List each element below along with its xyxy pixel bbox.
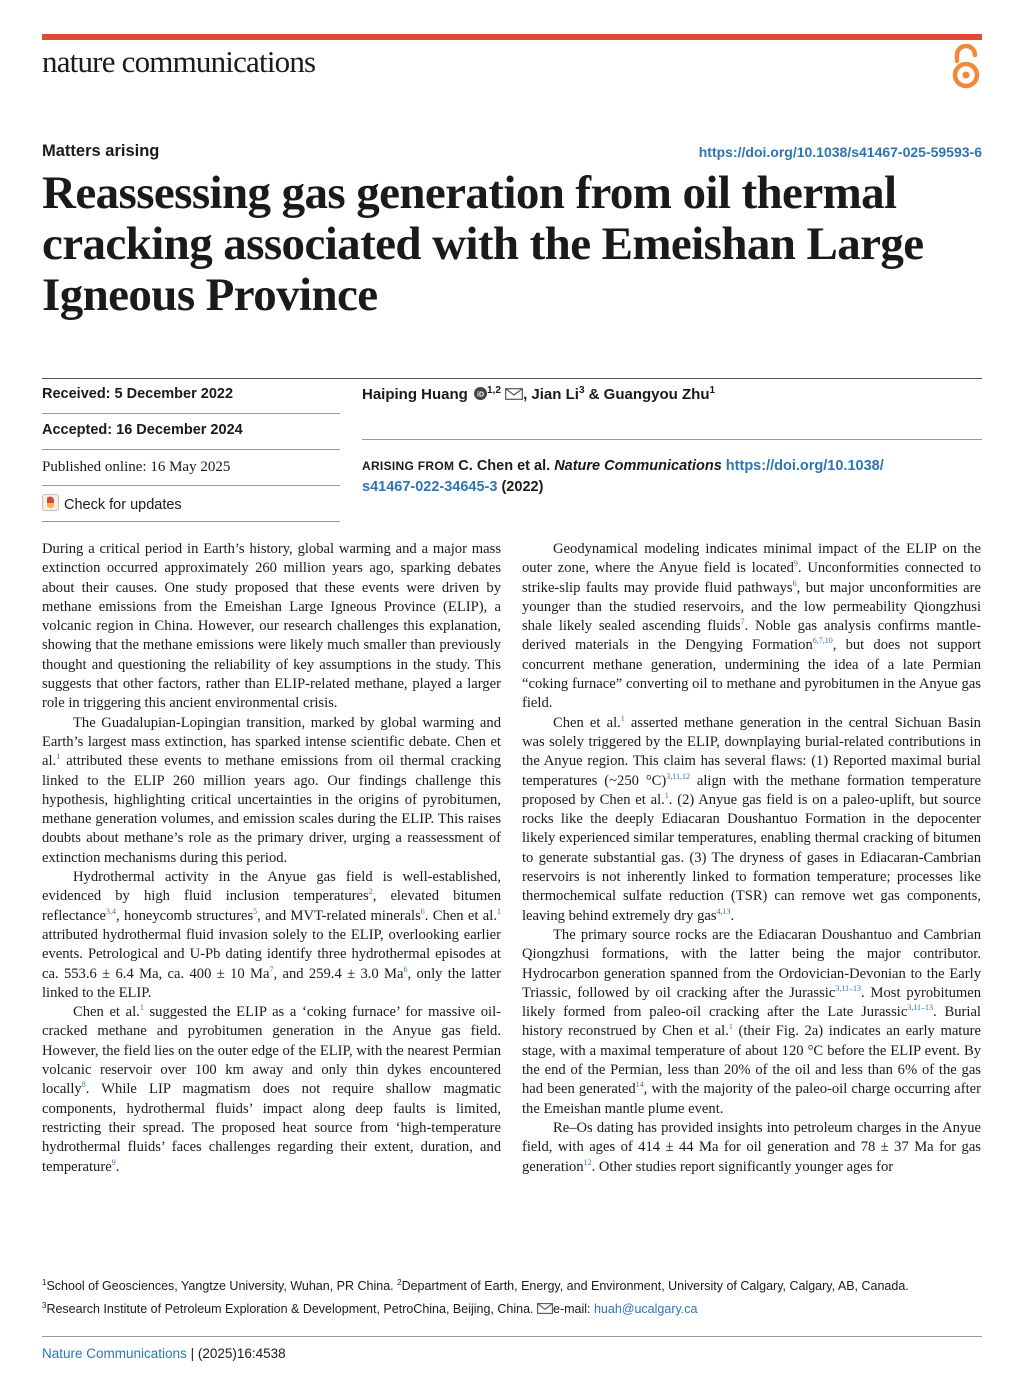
citation-link[interactable]: 9 — [793, 559, 798, 569]
arising-ref: C. Chen et al. — [454, 458, 555, 474]
body-paragraph: Hydrothermal activity in the Anyue gas field is well-established, evidenced by high fluid inclusion temperatures$^2$, elevated bitumen reflectance$^{3,4}$, honeycomb structures$^5$, and MVT-related minerals$^6$. Chen et al.$^1$ attributed hydrothermal fluid invasion solely to the ELIP, overlooking earlier events. Petrological and U-Pb dating identify three hydrothermal episodes at ca. 553.6 ± 6.4 Ma, ca. 400 ± 10 Ma$^7$, and 259.4 ± 3.0 Ma$^6$, only the latter linked to the ELIP. — [42, 869, 501, 1001]
arising-doi-link[interactable]: https://doi.org/10.1038/ — [721, 458, 884, 474]
meta-bottom-rule — [42, 521, 340, 522]
citation-link[interactable]: 6 — [403, 964, 408, 974]
citation-link[interactable]: 4,13 — [716, 906, 731, 916]
orcid-icon[interactable] — [474, 387, 487, 404]
citation-link[interactable]: 6 — [792, 578, 797, 588]
body-paragraph: Re–Os dating has provided insights into petroleum charges in the Anyue field, with ages of 414 ± 44 Ma for oil generation and 78 ± 37 Ma for gas generation$^{12}$. Other studies report significantly younger ages for — [522, 1119, 981, 1175]
citation-link[interactable]: 1 — [664, 791, 669, 800]
arising-doi-link-cont[interactable]: s41467-022-34645-3 — [362, 479, 498, 495]
author-name[interactable]: , Jian Li — [523, 386, 579, 403]
body-paragraph: The primary source rocks are the Ediacaran Doushantuo and Cambrian Qiongzhusi formations, with the latter being the major contributor. Hydrocarbon generation spanned from the Ordovician-Devonian to the Early Triassic, followed by oil cracking after the Jurassic$^{3,11-13}$. Most pyrobitumen likely formed from paleo-oil cracking after the Late Jurassic$^{3,11-13}$. Burial history reconstrued by Chen et al.$^1$ (their Fig. 2a) indicates an early mature stage, with a maximal temperature of about 120 °C before the ELIP event. By the end of the Permian, less than 20% of the oil and less than 6% of the gas had been generated$^{14}$, with the majority of the paleo-oil charge occurring after the Emeishan mantle plume event. — [522, 926, 981, 1117]
affiliations-footnote: $^1$School of Geosciences, Yangtze University, Wuhan, PR China. $^2$Department of Earth, Energy, and Environment, University of Calgary, Calgary, AB, Canada. $^3$Research Institute of Petroleum Exploration & Development, PetroChina, Beijing, China. e-mail: huah@ucalgary.ca — [42, 1273, 987, 1320]
arising-from-label: ARISING FROM — [362, 459, 455, 473]
citation-link[interactable]: 3,11–13 — [835, 983, 862, 993]
footer-citation — [42, 1346, 286, 1361]
body-paragraph: Geodynamical modeling indicates minimal impact of the ELIP on the outer zone, where the Anyue field is located$^9$. Unconformities connected to strike-slip faults may provide fluid pathways$^6$, but major unconformities are younger than the studied reservoirs, and the low permeability Qiongzhusi shale likely sealed ascending fluids$^7$. Noble gas analysis confirms mantle-derived materials in the Dengying Formation$^{6,7,10}$, but does not support concurrent methane generation, undermining the idea of a late Permian “coking furnace” converting oil to methane and pyrobitumen in the Anyue gas field. — [522, 541, 981, 712]
footer-volume: | (2025)16:4538 — [186, 1346, 286, 1361]
citation-link[interactable]: 12 — [583, 1157, 592, 1167]
mail-icon — [537, 1301, 553, 1320]
citation-link[interactable]: 2 — [368, 887, 373, 897]
citation-link[interactable]: 3,11,12 — [666, 771, 690, 781]
citation-link[interactable]: 9 — [111, 1157, 116, 1167]
citation-link[interactable]: 3,4 — [106, 906, 116, 916]
author-affiliation-sup: 3 — [578, 385, 585, 396]
authors-divider — [362, 439, 982, 440]
summary-paragraph: During a critical period in Earth’s history, global warming and a major mass extinction occurred approximately 260 million years ago, sparking debates about their causes. One study proposed that these events were driven by methane emissions from the Emeishan Large Igneous Province (ELIP), a volcanic region in China. However, our research challenges this explanation, showing that the methane emissions were likely much smaller than previously thought and questioning the reliability of key assumptions in the study. This suggests that other factors, rather than ELIP-related methane, played a larger role in triggering this ancient environmental crisis. — [42, 541, 501, 712]
check-updates-icon — [42, 494, 59, 515]
journal-name: nature communications — [42, 44, 316, 79]
author-name[interactable]: & Guangyou Zhu — [584, 386, 710, 403]
citation-link[interactable]: 3,11–13 — [907, 1003, 934, 1013]
accepted-date: Accepted: 16 December 2024 — [42, 422, 243, 438]
header-accent-bar — [42, 34, 982, 40]
open-access-icon — [948, 44, 984, 90]
arising-from — [362, 456, 982, 498]
citation-link[interactable]: 1 — [56, 752, 61, 762]
author-name[interactable]: Haiping Huang — [362, 386, 468, 403]
body-paragraph: Chen et al.$^1$ asserted methane generation in the central Sichuan Basin was solely triggered by the ELIP, downplaying burial-related contributions in the Anyue region. This claim has several flaws: (1) Reported maximal burial temperatures (~250 °C)$^{3,11,12}$ align with the methane formation temperature proposed by Chen et al.$^1$. (2) Anyue gas field is on a paleo-uplift, but source rocks like the deeply Ediacaran Doushantuo Formation in the depocenter likely experienced similar temperatures, enabling thermal cracking of bitumen to generate substantial gas. (3) The dryness of gases in Ediacaran-Cambrian reservoirs is not inherently linked to formation temperature; processes like thermochemical sulfate reduction (TSR) can remove wet gas components, leaving behind extremely dry gas$^{4,13}$. — [522, 713, 981, 924]
check-updates-label: Check for updates — [64, 496, 182, 513]
citation-link[interactable]: 1 — [139, 1003, 144, 1013]
citation-link[interactable]: 1 — [728, 1022, 733, 1032]
article-title: Reassessing gas generation from oil thermal cracking associated with the Emeishan Large Igneous Province — [42, 167, 924, 321]
body-paragraph: Chen et al.$^1$ suggested the ELIP as a ‘coking furnace’ for massive oil-cracked methane and pyrobitumen generation in the Anyue gas field. However, the field lies on the outer edge of the ELIP, with the nearest Permian volcanic reservoir over 100 km away and only thin dykes encountered locally$^8$. While LIP magmatism does not require shallow magmatic components, hydrothermal fluids’ impact along deep faults is limited, restricting their spread. The proposed heat source from ‘high-temperature hydrothermal fluids’ faces challenges regarding their extent, duration, and temperature$^9$. — [42, 1003, 501, 1175]
footer-journal-link[interactable]: Nature Communications — [42, 1346, 187, 1361]
check-updates-button[interactable] — [42, 494, 182, 515]
arising-year: (2022) — [497, 479, 544, 495]
citation-link[interactable]: 5 — [253, 906, 258, 916]
left-column — [42, 540, 501, 1177]
citation-link[interactable]: 6,7,10 — [812, 636, 833, 646]
mail-icon[interactable] — [505, 387, 523, 404]
article-doi-link[interactable]: https://doi.org/10.1038/s41467-025-59593-6 — [698, 144, 982, 160]
citation-link[interactable]: 8 — [81, 1080, 86, 1090]
meta-top-rule — [42, 378, 982, 379]
arising-journal: Nature Communications — [554, 458, 722, 474]
citation-link[interactable]: 6 — [420, 906, 425, 916]
citation-link[interactable]: 1 — [620, 713, 625, 723]
meta-divider — [42, 485, 340, 486]
published-date: Published online: 16 May 2025 — [42, 459, 231, 475]
citation-link[interactable]: 7 — [269, 964, 274, 974]
citation-link[interactable]: 7 — [740, 617, 745, 627]
body-paragraph: The Guadalupian-Lopingian transition, marked by global warming and Earth’s largest mass extinction, has sparked intense scientific debate. Chen et al.$^1$ attributed these events to methane emissions from oil thermal cracking linked to the ELIP 260 million years ago. Our findings challenge this hypothesis, highlighting critical uncertainties in the origins of pyrobitumen, methane generation volumes, and emission scales during the ELIP. This raises doubts about methane’s role as the primary driver, urging a reassessment of extinction mechanisms during this period. — [42, 714, 501, 866]
article-type: Matters arising — [42, 142, 160, 160]
right-column — [522, 540, 981, 1177]
email-link[interactable]: huah@ucalgary.ca — [593, 1302, 698, 1317]
svg-text:iD: iD — [477, 390, 484, 398]
author-list — [362, 385, 715, 404]
citation-link[interactable]: 1 — [496, 906, 501, 916]
author-affiliation-sup: 1 — [709, 385, 716, 396]
received-date: Received: 5 December 2022 — [42, 386, 234, 402]
meta-divider — [42, 449, 340, 450]
citation-link[interactable]: 14 — [635, 1080, 644, 1090]
author-affiliation-sup: 1,2 — [487, 385, 501, 396]
meta-divider — [42, 413, 340, 414]
footer-rule — [42, 1336, 982, 1337]
